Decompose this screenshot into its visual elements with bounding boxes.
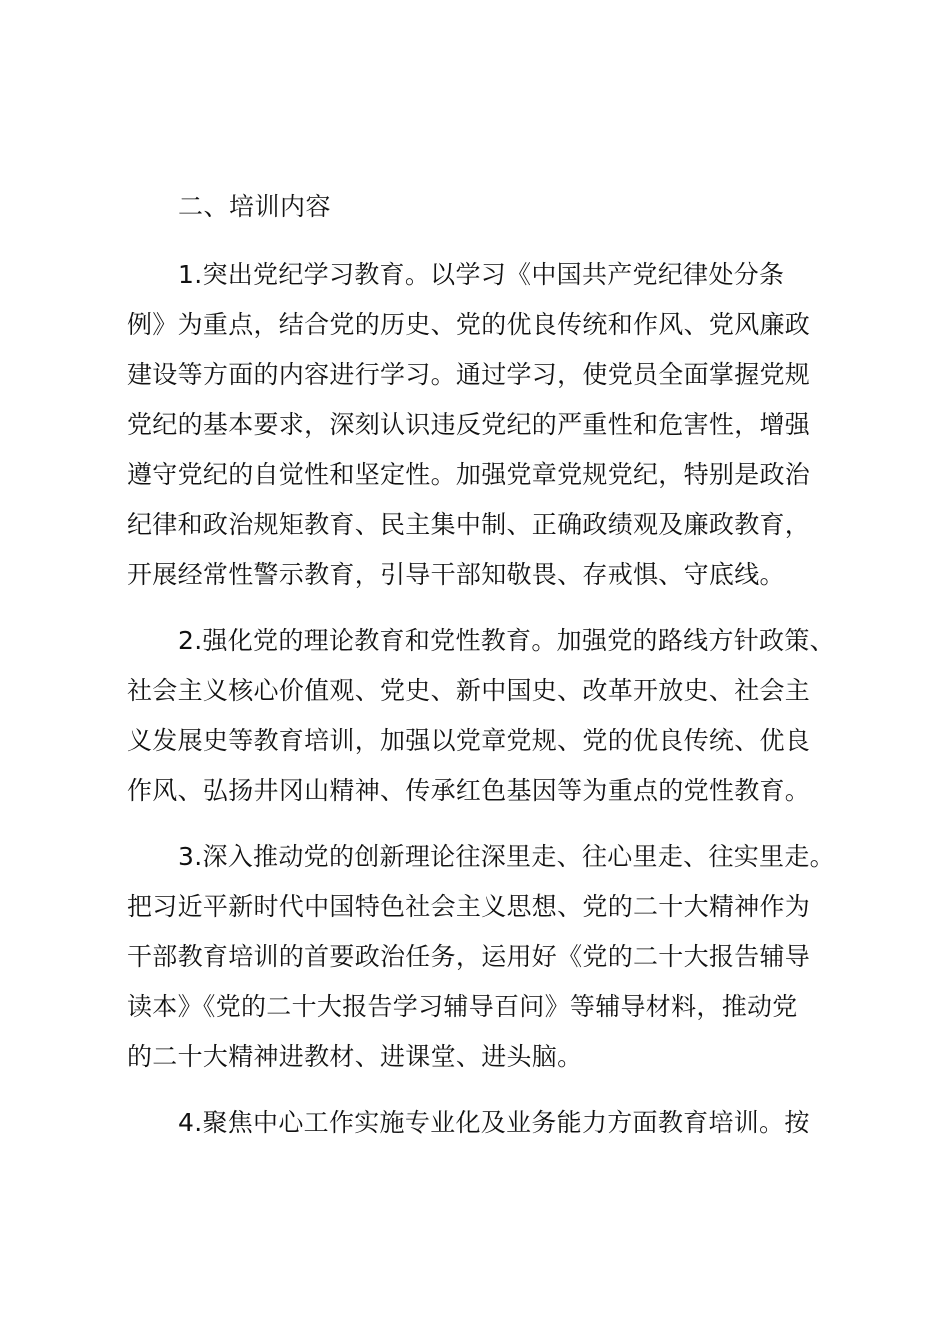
paragraph-2 <box>127 616 841 816</box>
paragraph-line: 把习近平新时代中国特色社会主义思想、党的二十大精神作为 <box>127 892 811 921</box>
paragraph-line: 遵守党纪的自觉性和坚定性。加强党章党规党纪，特别是政治 <box>127 460 811 489</box>
section-heading: 二、培训内容 <box>178 192 332 221</box>
paragraph-line: 社会主义核心价值观、党史、新中国史、改革开放史、社会主 <box>127 676 811 705</box>
paragraph-line: 干部教育培训的首要政治任务，运用好《党的二十大报告辅导 <box>127 942 811 971</box>
document-body <box>127 182 841 1148</box>
paragraph-line: 1.突出党纪学习教育。以学习《中国共产党纪律处分条 <box>178 260 785 289</box>
paragraph-line: 的二十大精神进教材、进课堂、进头脑。 <box>127 1042 583 1071</box>
paragraph-line: 读本》《党的二十大报告学习辅导百问》等辅导材料，推动党 <box>127 992 798 1021</box>
paragraph-1 <box>127 250 841 600</box>
paragraph-line: 开展经常性警示教育，引导干部知敬畏、存戒惧、守底线。 <box>127 560 785 589</box>
paragraph-line: 4.聚焦中心工作实施专业化及业务能力方面教育培训。按 <box>178 1108 810 1137</box>
paragraph-line: 作风、弘扬井冈山精神、传承红色基因等为重点的党性教育。 <box>127 776 811 805</box>
paragraph-line: 2.强化党的理论教育和党性教育。加强党的路线方针政策、 <box>178 626 835 655</box>
paragraph-line: 例》为重点，结合党的历史、党的优良传统和作风、党风廉政 <box>127 310 811 339</box>
paragraph-line: 义发展史等教育培训，加强以党章党规、党的优良传统、优良 <box>127 726 811 755</box>
paragraph-4 <box>127 1098 841 1148</box>
paragraph-line: 建设等方面的内容进行学习。通过学习，使党员全面掌握党规 <box>127 360 811 389</box>
paragraph-line: 纪律和政治规矩教育、民主集中制、正确政绩观及廉政教育， <box>127 510 811 539</box>
paragraph-line: 3.深入推动党的创新理论往深里走、往心里走、往实里走。 <box>178 842 835 871</box>
paragraph-line: 党纪的基本要求，深刻认识违反党纪的严重性和危害性，增强 <box>127 410 811 439</box>
paragraph-3 <box>127 832 841 1082</box>
